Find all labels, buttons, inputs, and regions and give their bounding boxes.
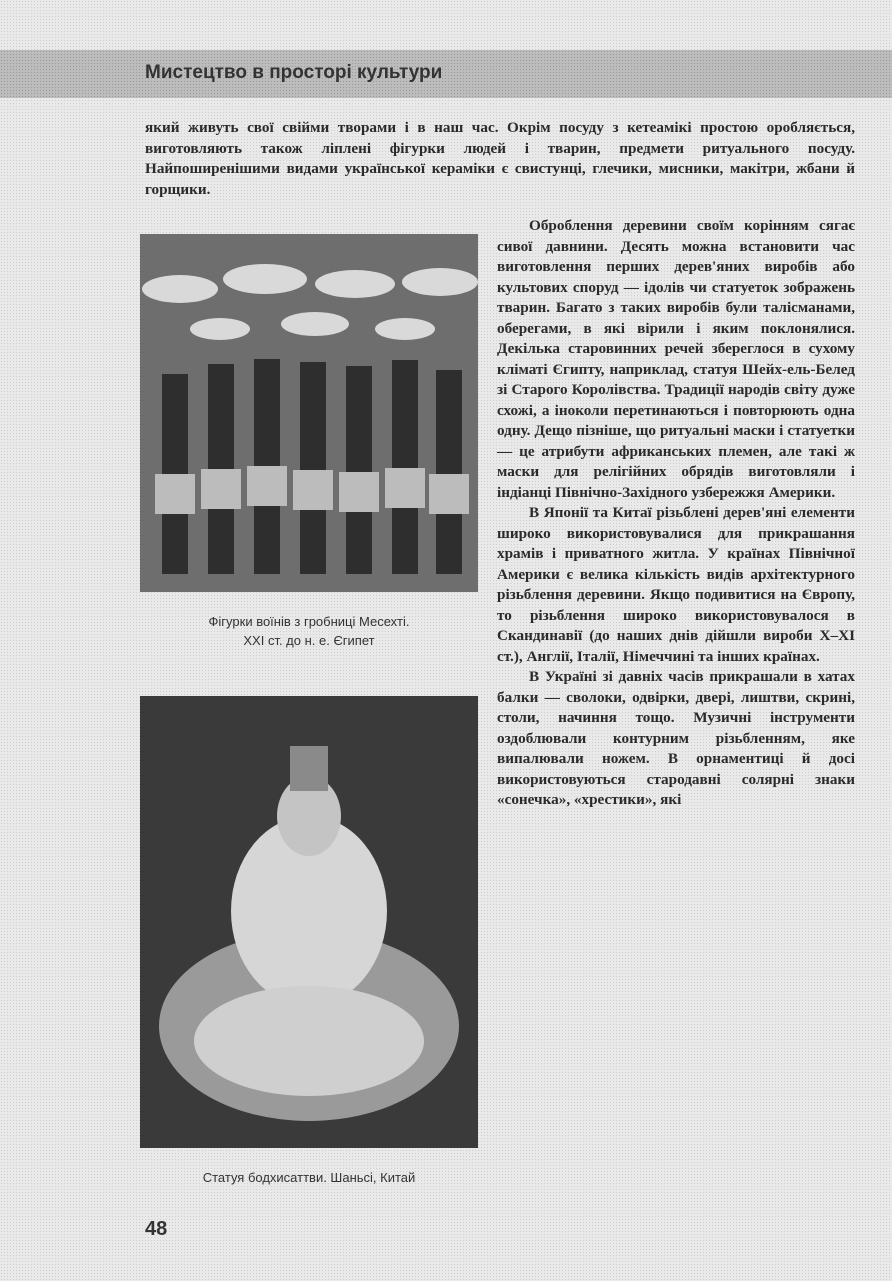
figure-bodhisattva-statue <box>140 696 478 1148</box>
caption-2-line-1: Статуя бодхисаттви. Шаньсі, Китай <box>202 1170 416 1185</box>
caption-1-line-2: XXI ст. до н. е. Єгипет <box>243 633 375 648</box>
page-number: 48 <box>145 1218 168 1240</box>
intro-paragraph: який живуть свої свійми творами і в наш час. Окрім посуду з кетеамікі простою оробляється, виготовляють також ліплені фігурки людей і тварин, предмети ритуального посуду. Найпоширенішими видами української кераміки є свистунці, глечики, мисники, макітри, жбани й горщики. <box>145 119 855 198</box>
paragraph-ukraine: В Україні зі давніх часів прикрашали в хатах балки — сволоки, одвірки, двері, лиштви, скрині, столи, начиння тощо. Музичні інструменти оздоблювали контурним різьбленням, яке випалювали ножем. В орнаментиці й досі використовуються стародавні солярні знаки «сонечка», «хрестики», які <box>497 668 855 808</box>
body-text-column <box>497 216 855 811</box>
paragraph-woodcarving-history: Оброблення деревини своїм корінням сягає сивої давнини. Десять можна встановити час виготовлення перших дерев'яних виробів або культових споруд — ідолів чи статуеток зображень тварин. Багато з таких виробів були талісманами, оберегами, в які вірили і яким поклонялися. Декілька старовинних речей збереглося в сухому кліматі Єгипту, наприклад, статуя Шейх-ель-Белед зі Старого Королівства. Традиції народів світу дуже схожі, а іноколи перетинаються і повторюють одна одну. Дещо пізніше, що ритуальні маски і статуетки — це атрибути африканських племен, але такі ж маски для релігійних обрядів виготовляли і індіанці Північно-Західного узбережжя Америки. <box>497 217 855 501</box>
running-title: Мистецтво в просторі культури <box>145 62 443 83</box>
caption-1-line-1: Фігурки воїнів з гробниці Месехті. <box>208 614 410 629</box>
paragraph-asia-europe: В Японії та Китаї різьблені дерев'яні елементи широко використовувалися для прикрашання храмів і приватного житла. У країнах Північної Америки є велика кількість видів архітектурного різьблення деревини. Якщо подивитися на Європу, то різьблення широко використовувалося в Скандинавії (до наших днів дійшли вироби X–XI ст.), Англії, Італії, Німеччині та інших країнах. <box>497 504 855 665</box>
figure-caption-2 <box>140 1168 478 1187</box>
warriors-illustration <box>140 234 478 592</box>
figure-egyptian-warriors <box>140 234 478 592</box>
figure-caption-1 <box>140 612 478 650</box>
page-header-band <box>0 50 892 98</box>
bodhisattva-illustration <box>140 696 478 1148</box>
